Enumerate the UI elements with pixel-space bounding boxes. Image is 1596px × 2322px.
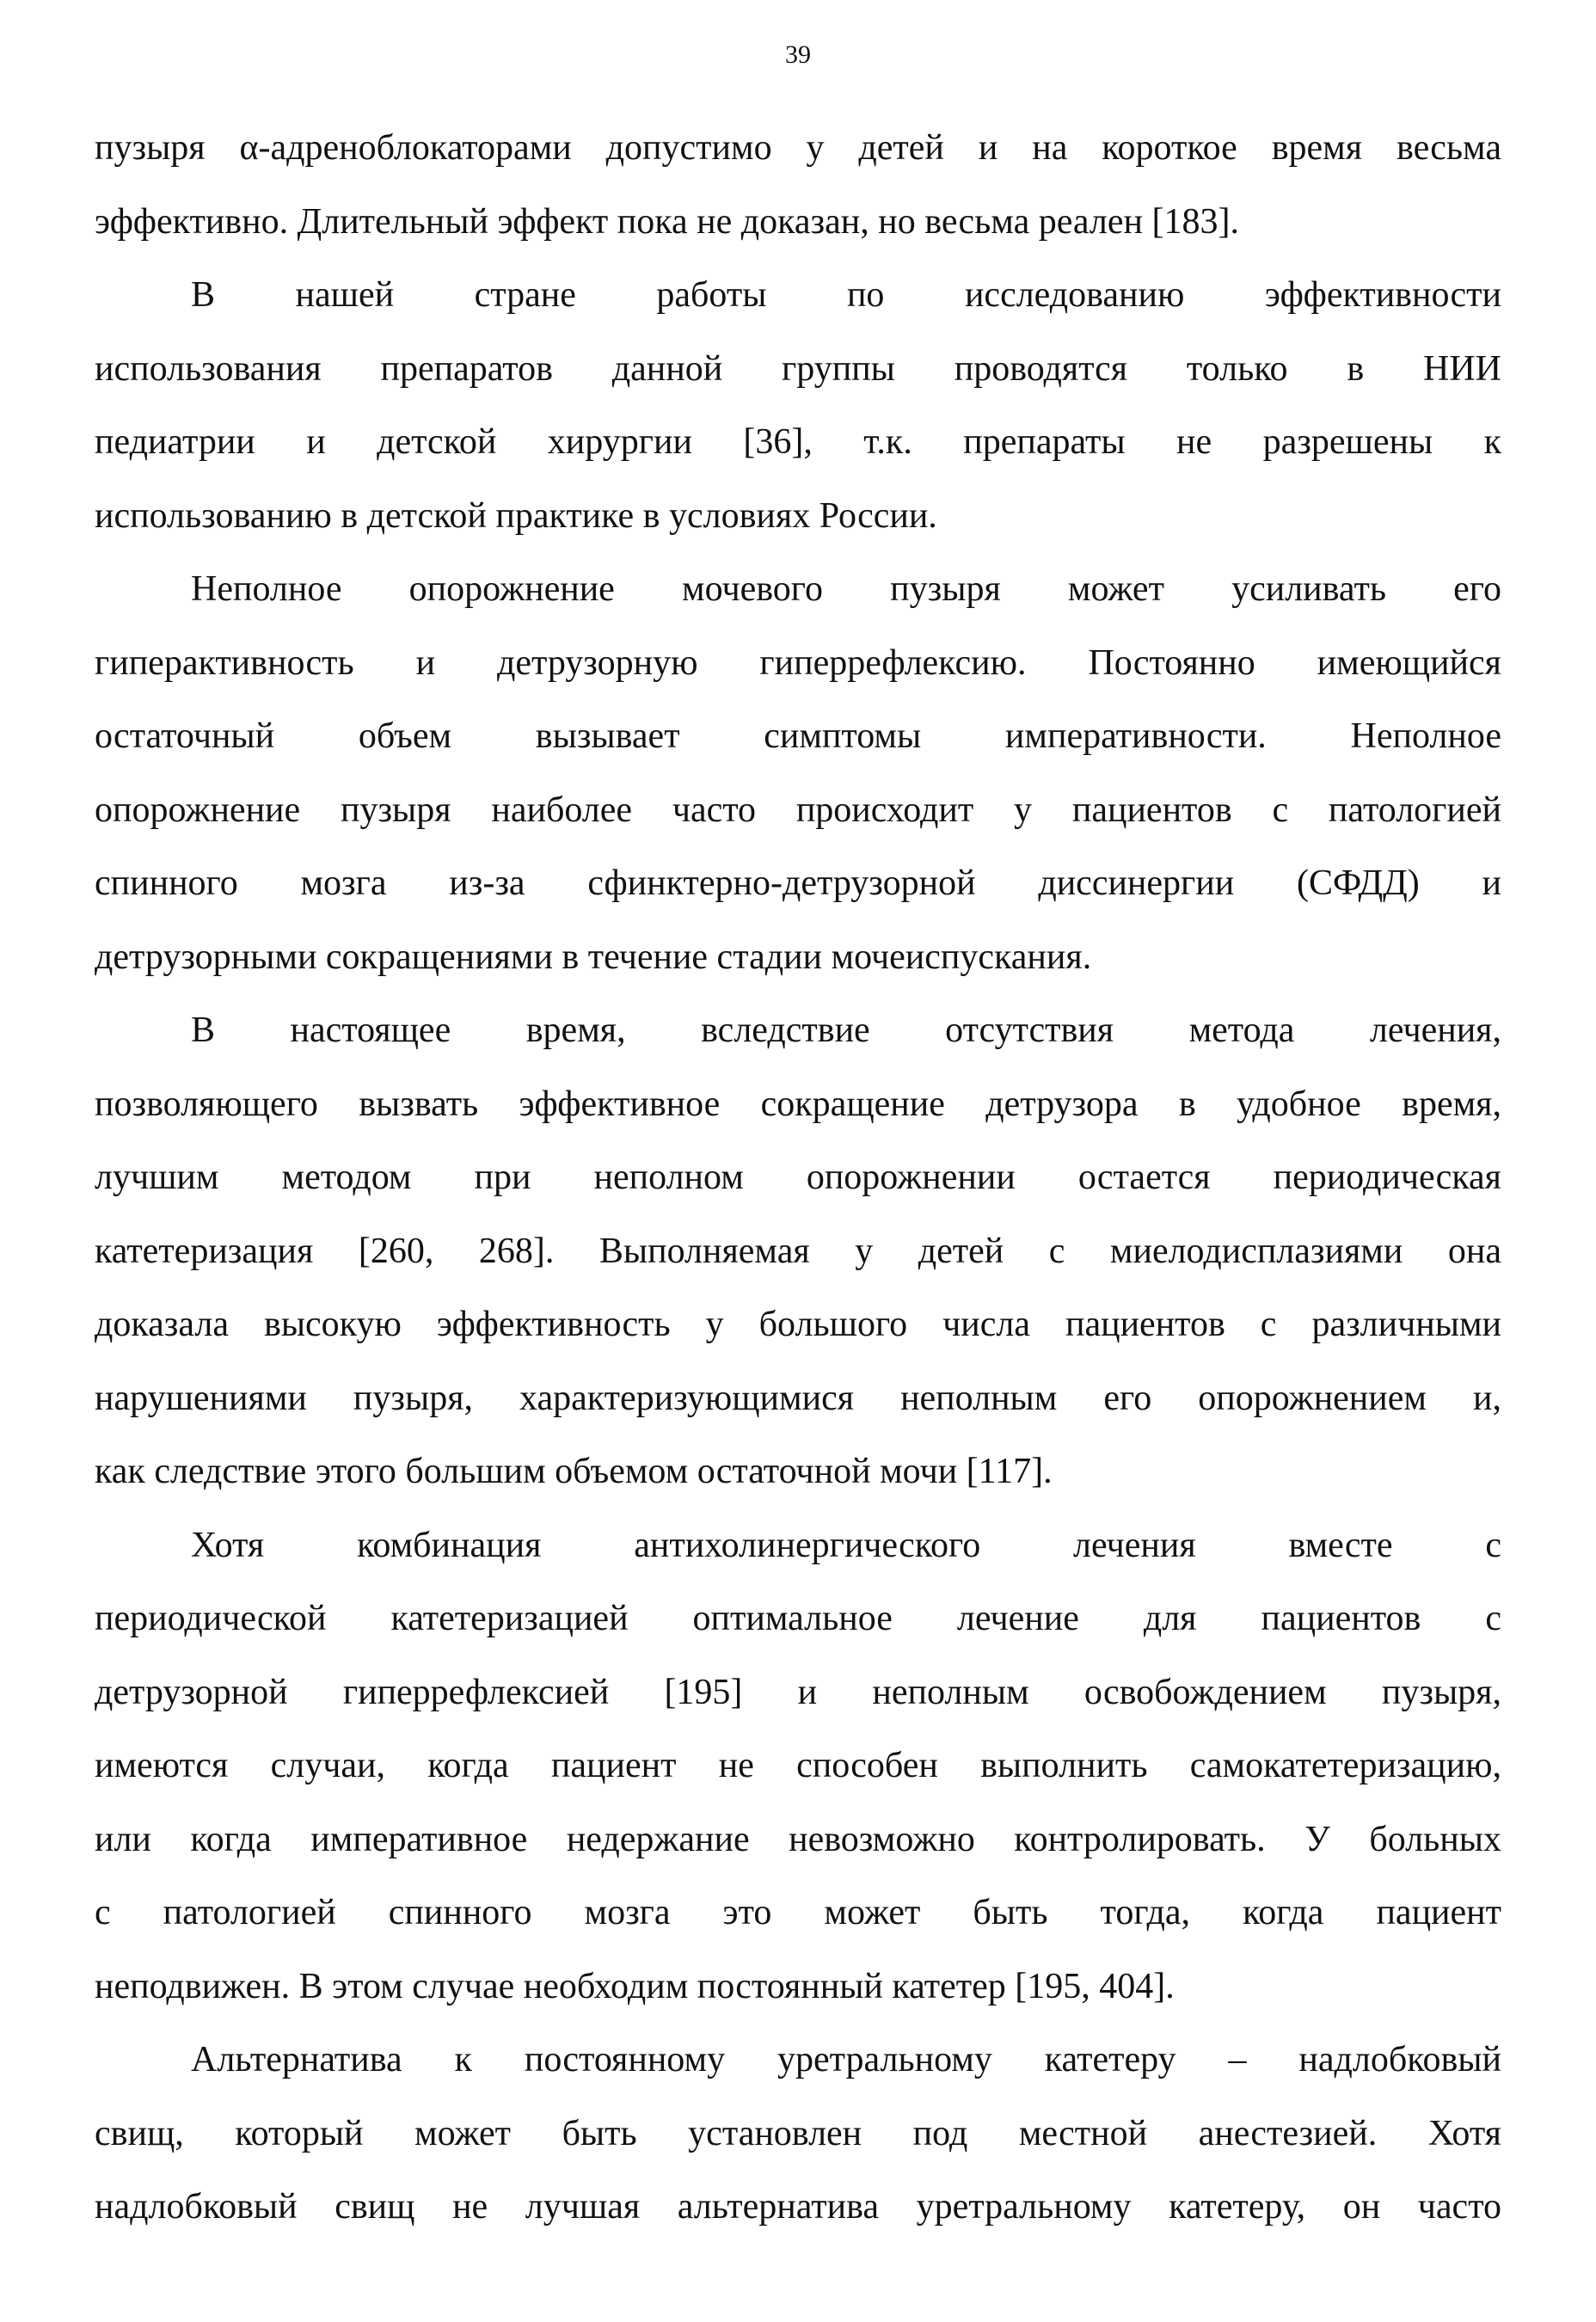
text-line: остаточный объем вызывает симптомы императивности. Неполное: [95, 716, 1501, 756]
text-line: педиатрии и детской хирургии [36], т.к. препараты не разрешены к: [95, 422, 1501, 462]
text-line: В нашей стране работы по исследованию эффективности: [191, 275, 1501, 315]
text-line: гиперактивность и детрузорную гиперрефлексию. Постоянно имеющийся: [95, 642, 1501, 683]
text-line: лучшим методом при неполном опорожнении остается периодическая: [95, 1158, 1501, 1197]
text-line: использования препаратов данной группы проводятся только в НИИ: [95, 348, 1501, 389]
text-line: пузыря α-адреноблокаторами допустимо у детей и на короткое время весьма: [95, 128, 1501, 168]
text-line: имеются случаи, когда пациент не способен выполнить самокатетеризацию,: [95, 1746, 1501, 1785]
page-number: 39: [785, 40, 811, 69]
text-line: с патологией спинного мозга это может быть тогда, когда пациент: [95, 1893, 1501, 1932]
text-line: Альтернатива к постоянному уретральному катетеру – надлобковый: [191, 2040, 1501, 2079]
text-line: или когда императивное недержание невозможно контролировать. У больных: [95, 1819, 1501, 1859]
paragraph: [95, 2024, 1501, 2245]
text-line: использованию в детской практике в условиях России.: [95, 495, 937, 536]
text-line: позволяющего вызвать эффективное сокращение детрузора в удобное время,: [95, 1084, 1501, 1124]
paragraph: [95, 1509, 1501, 2024]
text-line: В настоящее время, вследствие отсутствия метода лечения,: [191, 1010, 1501, 1050]
text-line: доказала высокую эффективность у большого числа пациентов с различными: [95, 1305, 1501, 1344]
text-line: надлобковый свищ не лучшая альтернатива уретральному катетеру, он часто: [95, 2187, 1501, 2227]
text-line: как следствие этого большим объемом остаточной мочи [117].: [95, 1452, 1053, 1491]
body-text: [95, 112, 1501, 2245]
text-line: детрузорной гиперрефлексией [195] и неполным освобождением пузыря,: [95, 1672, 1501, 1712]
paragraph: [95, 553, 1501, 994]
text-line: нарушениями пузыря, характеризующимися неполным его опорожнением и,: [95, 1378, 1501, 1418]
text-line: Неполное опорожнение мочевого пузыря может усиливать его: [191, 569, 1501, 609]
text-line: детрузорными сокращениями в течение стадии мочеиспускания.: [95, 937, 1092, 977]
paragraph: [95, 994, 1501, 1509]
text-line: спинного мозга из-за сфинктерно-детрузорной диссинергии (СФДД) и: [95, 863, 1501, 903]
text-line: неподвижен. В этом случае необходим постоянный катетер [195, 404].: [95, 1966, 1175, 2006]
text-line: свищ, который может быть установлен под местной анестезией. Хотя: [95, 2113, 1501, 2153]
text-line: опорожнение пузыря наиболее часто происходит у пациентов с патологией: [95, 789, 1501, 830]
paragraph: [95, 112, 1501, 259]
paragraph: [95, 259, 1501, 553]
text-line: периодической катетеризацией оптимальное лечение для пациентов с: [95, 1599, 1501, 1638]
text-line: Хотя комбинация антихолинергического лечения вместе с: [191, 1525, 1501, 1565]
text-line: катетеризация [260, 268]. Выполняемая у детей с миелодисплазиями она: [95, 1231, 1501, 1271]
text-line: эффективно. Длительный эффект пока не доказан, но весьма реален [183].: [95, 201, 1239, 242]
